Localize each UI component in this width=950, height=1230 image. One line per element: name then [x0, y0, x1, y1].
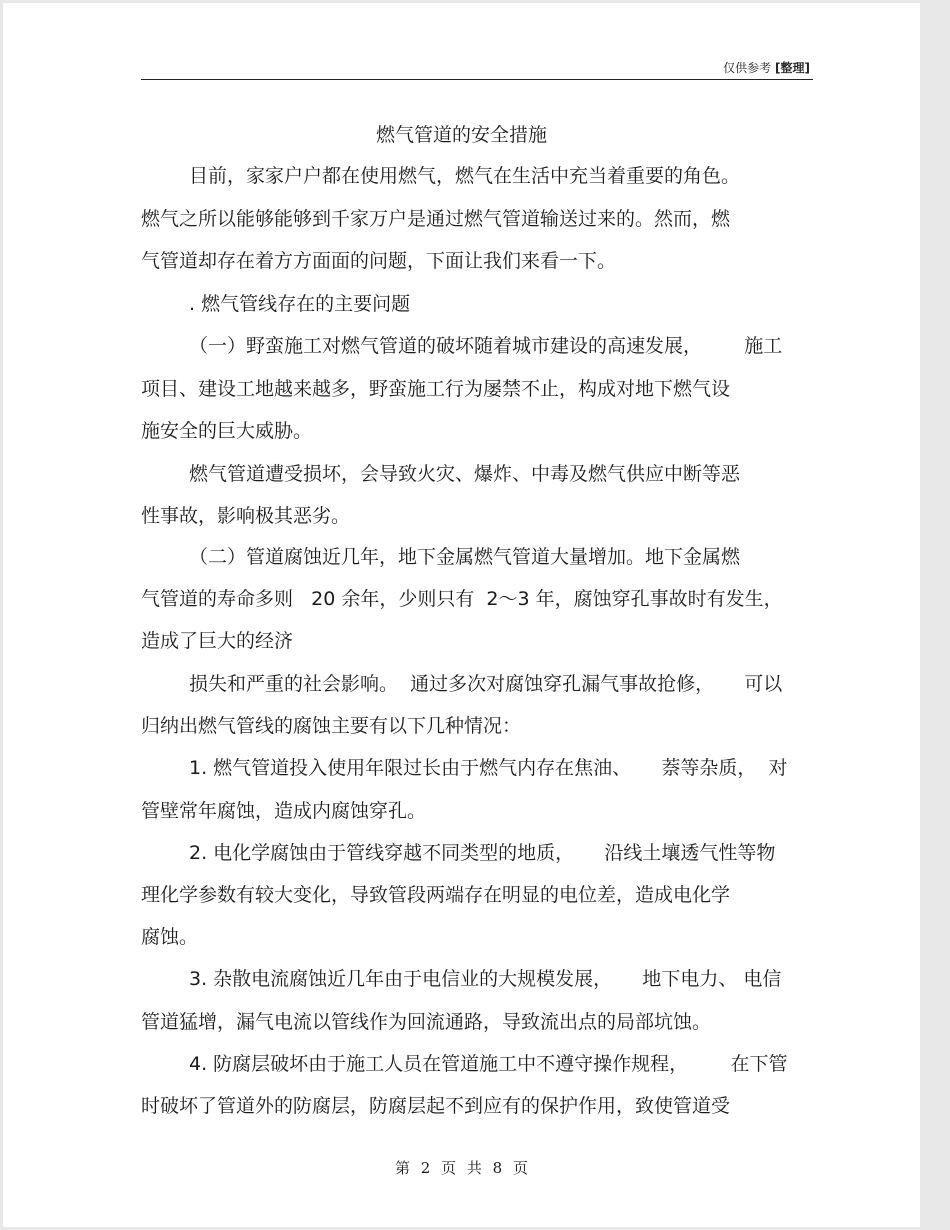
list-item: 3. 杂散电流腐蚀近几年由于电信业的大规模发展， 地下电力、 电信 — [189, 968, 782, 990]
body-line: 燃气管道遭受损坏，会导致火灾、爆炸、中毒及燃气供应中断等恶 — [189, 463, 741, 485]
list-item: 4. 防腐层破坏由于施工人员在管道施工中不遵守操作规程， 在下管 — [189, 1053, 788, 1075]
header-rule — [141, 79, 813, 80]
body-line: 目前，家家户户都在使用燃气，燃气在生活中充当着重要的角色。 — [189, 165, 741, 187]
body-line: 管壁常年腐蚀，造成内腐蚀穿孔。 — [141, 800, 427, 822]
body-line: 性事故，影响极其恶劣。 — [141, 505, 351, 527]
body-line: 腐蚀。 — [141, 926, 199, 948]
body-line: 损失和严重的社会影响。 通过多次对腐蚀穿孔漏气事故抢修， 可以 — [189, 673, 783, 695]
section-heading: . 燃气管线存在的主要问题 — [189, 293, 411, 315]
header-note-text: 仅供参考 — [723, 61, 772, 75]
body-line: 归纳出燃气管线的腐蚀主要有以下几种情况： — [141, 715, 522, 737]
document-page — [3, 3, 920, 1227]
body-line: （二）管道腐蚀近几年，地下金属燃气管道大量增加。地下金属燃 — [189, 546, 741, 568]
body-line: 气管道却存在着方方面面的问题，下面让我们来看一下。 — [141, 250, 617, 272]
body-line: 造成了巨大的经济 — [141, 630, 294, 652]
header-note-tag: [整理] — [775, 61, 810, 75]
body-line: 施安全的巨大威胁。 — [141, 420, 313, 442]
list-item: 1. 燃气管道投入使用年限过长由于燃气内存在焦油、 萘等杂质， 对 — [189, 757, 788, 779]
list-item: 2. 电化学腐蚀由于管线穿越不同类型的地质， 沿线土壤透气性等物 — [189, 842, 776, 864]
header-note — [723, 59, 810, 76]
body-line: 气管道的寿命多则 20 余年，少则只有 2～3 年，腐蚀穿孔事故时有发生， — [141, 588, 783, 610]
body-line: （一）野蛮施工对燃气管道的破坏随着城市建设的高速发展， 施工 — [189, 335, 783, 357]
body-line: 项目、建设工地越来越多，野蛮施工行为屡禁不止，构成对地下燃气设 — [141, 378, 731, 400]
body-line: 时破坏了管道外的防腐层，防腐层起不到应有的保护作用，致使管道受 — [141, 1095, 731, 1117]
page-footer: 第 2 页 共 8 页 — [395, 1159, 528, 1177]
body-line: 燃气之所以能够能够到千家万户是通过燃气管道输送过来的。然而，燃 — [141, 208, 731, 230]
body-line: 理化学参数有较大变化，导致管段两端存在明显的电位差，造成电化学 — [141, 884, 731, 906]
document-title: 燃气管道的安全措施 — [375, 124, 547, 146]
body-line: 管道猛增，漏气电流以管线作为回流通路，导致流出点的局部坑蚀。 — [141, 1011, 712, 1033]
